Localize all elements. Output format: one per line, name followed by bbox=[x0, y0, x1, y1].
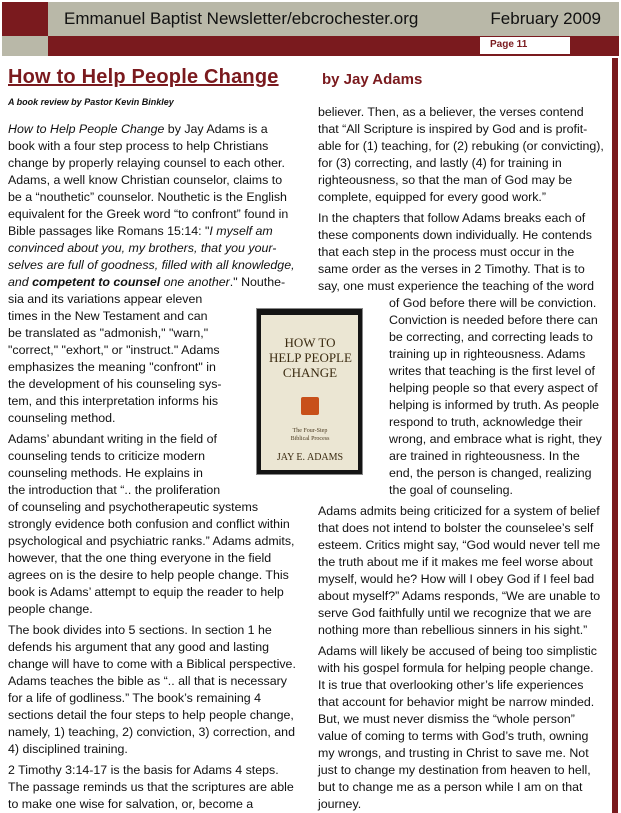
text-run: Adams, a well know Christian counselor, claims to bbox=[8, 173, 283, 187]
text-run: tem, and this interpretation informs his bbox=[8, 394, 219, 408]
left-text-line bbox=[8, 482, 244, 499]
text-run: about myself?” Adams responds, “We are unable to bbox=[318, 589, 601, 603]
left-text-line bbox=[8, 376, 244, 393]
right-text-line bbox=[318, 588, 608, 605]
left-text-line bbox=[8, 121, 304, 138]
right-text-line bbox=[318, 762, 608, 779]
right-text-line bbox=[318, 677, 608, 694]
right-text-line bbox=[318, 520, 608, 537]
text-run: But, we must never dismiss the “whole person” bbox=[318, 712, 575, 726]
text-run: that account for behavior might be narrow minded. bbox=[318, 695, 595, 709]
text-run: one another bbox=[160, 275, 230, 289]
text-run: writes that teaching is the first level of bbox=[389, 364, 595, 378]
right-text-line bbox=[318, 779, 608, 796]
text-run: helping people so that every aspect of bbox=[389, 381, 598, 395]
book-title-line: HELP PEOPLE bbox=[269, 350, 352, 365]
text-run: change will have to come with a Biblical perspective. bbox=[8, 657, 296, 671]
text-run: of counseling and psychotherapeutic systems bbox=[8, 500, 259, 514]
text-run: I myself am bbox=[209, 224, 273, 238]
text-run: convinced about you, my brothers, that you your- bbox=[8, 241, 277, 255]
left-text-line bbox=[8, 308, 244, 325]
right-text-line bbox=[318, 121, 608, 138]
left-text-line bbox=[8, 724, 304, 741]
book-title-line: CHANGE bbox=[282, 365, 338, 380]
text-run: the development of his counseling sys- bbox=[8, 377, 222, 391]
right-text-line bbox=[389, 295, 608, 312]
book-cover-author: JAY E. ADAMS bbox=[276, 452, 344, 463]
left-text-line bbox=[8, 325, 244, 342]
right-text-line bbox=[389, 329, 608, 346]
left-text-line bbox=[8, 465, 244, 482]
left-text-line bbox=[8, 601, 304, 618]
right-text-line bbox=[318, 660, 608, 677]
left-text-line bbox=[8, 223, 304, 240]
left-text-line bbox=[8, 673, 304, 690]
text-run: journey. bbox=[318, 797, 362, 811]
right-text-line bbox=[389, 414, 608, 431]
right-text-line bbox=[318, 643, 608, 660]
text-run: these components down individually. He contends bbox=[318, 228, 592, 242]
text-run: namely, 1) teaching, 2) conviction, 3) correction, and bbox=[8, 725, 295, 739]
right-text-line bbox=[389, 380, 608, 397]
left-text-line bbox=[8, 291, 244, 308]
right-text-line bbox=[318, 554, 608, 571]
right-text-line bbox=[389, 448, 608, 465]
left-text-line bbox=[8, 656, 304, 673]
right-text-line bbox=[318, 622, 608, 639]
book-subtitle-line: Biblical Process bbox=[290, 436, 330, 442]
text-run: equivalent for the Greek word “to confront” found in bbox=[8, 207, 289, 221]
newsletter-title: Emmanuel Baptist Newsletter/ebcrochester.org bbox=[64, 9, 419, 28]
left-text-line bbox=[8, 274, 304, 291]
right-text-line bbox=[389, 465, 608, 482]
left-text-line bbox=[8, 189, 304, 206]
text-run: ." Nouthe- bbox=[229, 275, 286, 289]
left-text-line bbox=[8, 393, 244, 410]
text-run: counseling tends to criticize modern bbox=[8, 449, 205, 463]
right-text-line bbox=[318, 796, 608, 813]
left-text-line bbox=[8, 172, 304, 189]
left-text-line bbox=[8, 206, 304, 223]
left-text-line bbox=[8, 584, 304, 601]
left-text-line bbox=[8, 499, 304, 516]
left-text-line bbox=[8, 762, 304, 779]
right-text-line bbox=[318, 155, 608, 172]
book-emblem-icon bbox=[301, 397, 319, 415]
left-text-line bbox=[8, 257, 304, 274]
text-run: 4) disciplined training. bbox=[8, 742, 128, 756]
text-run: respond to truth, acknowledge their bbox=[389, 415, 583, 429]
text-run: the goal of counseling. bbox=[389, 483, 513, 497]
right-text-line bbox=[389, 363, 608, 380]
text-run: are trained in righteousness. In the bbox=[389, 449, 580, 463]
text-run: book with a four step process to help Christians bbox=[8, 139, 269, 153]
text-run: Adams will likely be accused of being too simplistic bbox=[318, 644, 597, 658]
right-text-line bbox=[318, 711, 608, 728]
text-run: helping is informed by truth. As people bbox=[389, 398, 600, 412]
right-text-line bbox=[318, 571, 608, 588]
left-text-line bbox=[8, 779, 304, 796]
text-run: say, one must experience the teaching of the word bbox=[318, 279, 594, 293]
article-title: How to Help People Change bbox=[8, 66, 279, 88]
left-text-line bbox=[8, 410, 244, 427]
text-run: sections detail the four steps to help people change, bbox=[8, 708, 294, 722]
text-run: to make one wise for salvation, or, become a bbox=[8, 797, 254, 811]
text-run: In the chapters that follow Adams breaks each of bbox=[318, 211, 586, 225]
right-text-line bbox=[318, 745, 608, 762]
text-run: the truth about me if it makes me feel worse about bbox=[318, 555, 593, 569]
text-run: Bible passages like Romans 15:14: " bbox=[8, 224, 210, 238]
text-run: end, the person is changed, realizing bbox=[389, 466, 592, 480]
text-run: value of coming to terms with God’s truth, owning bbox=[318, 729, 589, 743]
text-run: believer. Then, as a believer, the verses contend bbox=[318, 105, 584, 119]
text-run: training up in righteousness. Adams bbox=[389, 347, 586, 361]
right-text-line bbox=[318, 189, 608, 206]
right-text-line bbox=[318, 261, 608, 278]
text-run: Adams teaches the bible as “.. all that is necessary bbox=[8, 674, 287, 688]
text-run: "correct," "exhort," or "instruct." Adams bbox=[8, 343, 220, 357]
text-run: How to Help People Change bbox=[8, 122, 165, 136]
left-text-line bbox=[8, 155, 304, 172]
text-run: wrong, and embrace what is right, they bbox=[389, 432, 602, 446]
left-text-line bbox=[8, 796, 304, 813]
text-run: able for (1) teaching, for (2) rebuking (or convicting), bbox=[318, 139, 604, 153]
left-text-line bbox=[8, 533, 304, 550]
right-text-line bbox=[318, 244, 608, 261]
text-run: be correcting, and correcting leads to bbox=[389, 330, 593, 344]
right-text-line bbox=[318, 138, 608, 155]
text-run: counseling method. bbox=[8, 411, 116, 425]
text-run: strongly evidence both confusion and conflict within bbox=[8, 517, 290, 531]
text-run: the introduction that “.. the proliferation bbox=[8, 483, 221, 497]
text-run: however, that the one thing everyone in the field bbox=[8, 551, 272, 565]
left-text-line bbox=[8, 741, 304, 758]
text-run: emphasizes the meaning "confront" in bbox=[8, 360, 216, 374]
text-run: It is true that overlooking other’s life experiences bbox=[318, 678, 584, 692]
text-run: esteem. Critics might say, “God would never tell me bbox=[318, 538, 601, 552]
left-text-line bbox=[8, 342, 244, 359]
right-text-line bbox=[318, 278, 608, 295]
text-run: but to change me as a person while I am on that bbox=[318, 780, 583, 794]
left-text-line bbox=[8, 707, 304, 724]
article-byline: by Jay Adams bbox=[322, 71, 423, 88]
right-text-line bbox=[318, 605, 608, 622]
right-text-line bbox=[318, 728, 608, 745]
text-run: myself, would he? How will I obey God if I feel bad bbox=[318, 572, 595, 586]
text-run: book is Adams’ attempt to equip the reader to help bbox=[8, 585, 284, 599]
text-run: complete, equipped for every good work.” bbox=[318, 190, 546, 204]
left-text-line bbox=[8, 690, 304, 707]
left-text-line bbox=[8, 359, 244, 376]
text-run: with his gospel formula for helping people change. bbox=[318, 661, 594, 675]
text-run: agrees on is the desire to help people change. This bbox=[8, 568, 289, 582]
right-text-line bbox=[389, 482, 608, 499]
book-cover-title bbox=[269, 335, 351, 380]
text-run: of God before there will be conviction. bbox=[389, 296, 597, 310]
left-text-line bbox=[8, 622, 304, 639]
right-text-line bbox=[389, 312, 608, 329]
left-text-line bbox=[8, 240, 304, 257]
left-text-line bbox=[8, 138, 304, 155]
book-cover-panel bbox=[261, 315, 358, 470]
left-text-line bbox=[8, 431, 244, 448]
right-text-line bbox=[389, 346, 608, 363]
text-run: be translated as "admonish," "warn," bbox=[8, 326, 209, 340]
right-text-line bbox=[318, 503, 608, 520]
text-run: competent to counsel bbox=[32, 275, 161, 289]
left-text-line bbox=[8, 516, 304, 533]
text-run: just to change my destination from heaven to hell, bbox=[318, 763, 591, 777]
left-text-line bbox=[8, 639, 304, 656]
right-text-line bbox=[318, 537, 608, 554]
book-cover-image bbox=[256, 308, 363, 475]
text-run: Conviction is needed before there can bbox=[389, 313, 598, 327]
text-run: The book divides into 5 sections. In section 1 he bbox=[8, 623, 272, 637]
right-text-line bbox=[318, 210, 608, 227]
text-run: righteousness, so that the man of God may be bbox=[318, 173, 573, 187]
text-run: that each step in the process must occur in the bbox=[318, 245, 575, 259]
text-run: by Jay Adams is a bbox=[164, 122, 268, 136]
text-run: defends his argument that any good and lasting bbox=[8, 640, 270, 654]
right-text-line bbox=[318, 227, 608, 244]
text-run: 2 Timothy 3:14-17 is the basis for Adams 4 steps. bbox=[8, 763, 279, 777]
right-text-line bbox=[318, 104, 608, 121]
left-text-line bbox=[8, 567, 304, 584]
text-run: Adams’ abundant writing in the field of bbox=[8, 432, 217, 446]
book-cover-subtitle bbox=[265, 427, 355, 443]
text-run: and bbox=[8, 275, 33, 289]
text-run: selves are full of goodness, filled with all knowledge, bbox=[8, 258, 295, 272]
right-text-line bbox=[389, 431, 608, 448]
text-run: sia and its variations appear eleven bbox=[8, 292, 203, 306]
text-run: nothing more than rebellious sinners in his sight.” bbox=[318, 623, 588, 637]
book-subtitle-line: The Four-Step bbox=[292, 428, 328, 434]
text-run: people change. bbox=[8, 602, 93, 616]
review-credit: A book review by Pastor Kevin Binkley bbox=[8, 97, 174, 107]
text-run: for (3) correcting, and lastly (4) for training in bbox=[318, 156, 562, 170]
issue-date: February 2009 bbox=[490, 9, 601, 28]
header-corner-block bbox=[2, 2, 48, 36]
text-run: psychological and psychiatric ranks.” Adams admits, bbox=[8, 534, 295, 548]
text-run: that does not intend to bolster the counselee’s self bbox=[318, 521, 594, 535]
book-title-line: HOW TO bbox=[284, 335, 336, 350]
right-text-line bbox=[318, 694, 608, 711]
text-run: times in the New Testament and can bbox=[8, 309, 208, 323]
text-run: my wrongs, and trusting in Christ to save me. Not bbox=[318, 746, 589, 760]
text-run: Adams admits being criticized for a system of belief bbox=[318, 504, 600, 518]
page-number: Page 11 bbox=[490, 39, 528, 50]
header-lower-corner bbox=[2, 36, 48, 56]
text-run: same order as the verses in 2 Timothy. That is to bbox=[318, 262, 585, 276]
text-run: The passage reminds us that the scriptures are able bbox=[8, 780, 294, 794]
right-border-bar bbox=[612, 58, 618, 813]
text-run: be a “nouthetic” counselor. Nouthetic is the English bbox=[8, 190, 287, 204]
text-run: serve God faithfully until we recognize that we are bbox=[318, 606, 592, 620]
left-text-line bbox=[8, 448, 244, 465]
text-run: counseling methods. He explains in bbox=[8, 466, 203, 480]
right-text-line bbox=[389, 397, 608, 414]
right-text-line bbox=[318, 172, 608, 189]
text-run: that “All Scripture is inspired by God and is profit- bbox=[318, 122, 588, 136]
text-run: change by properly relaying counsel to each other. bbox=[8, 156, 285, 170]
text-run: for a life of godliness.” The book’s remaining 4 bbox=[8, 691, 262, 705]
left-text-line bbox=[8, 550, 304, 567]
